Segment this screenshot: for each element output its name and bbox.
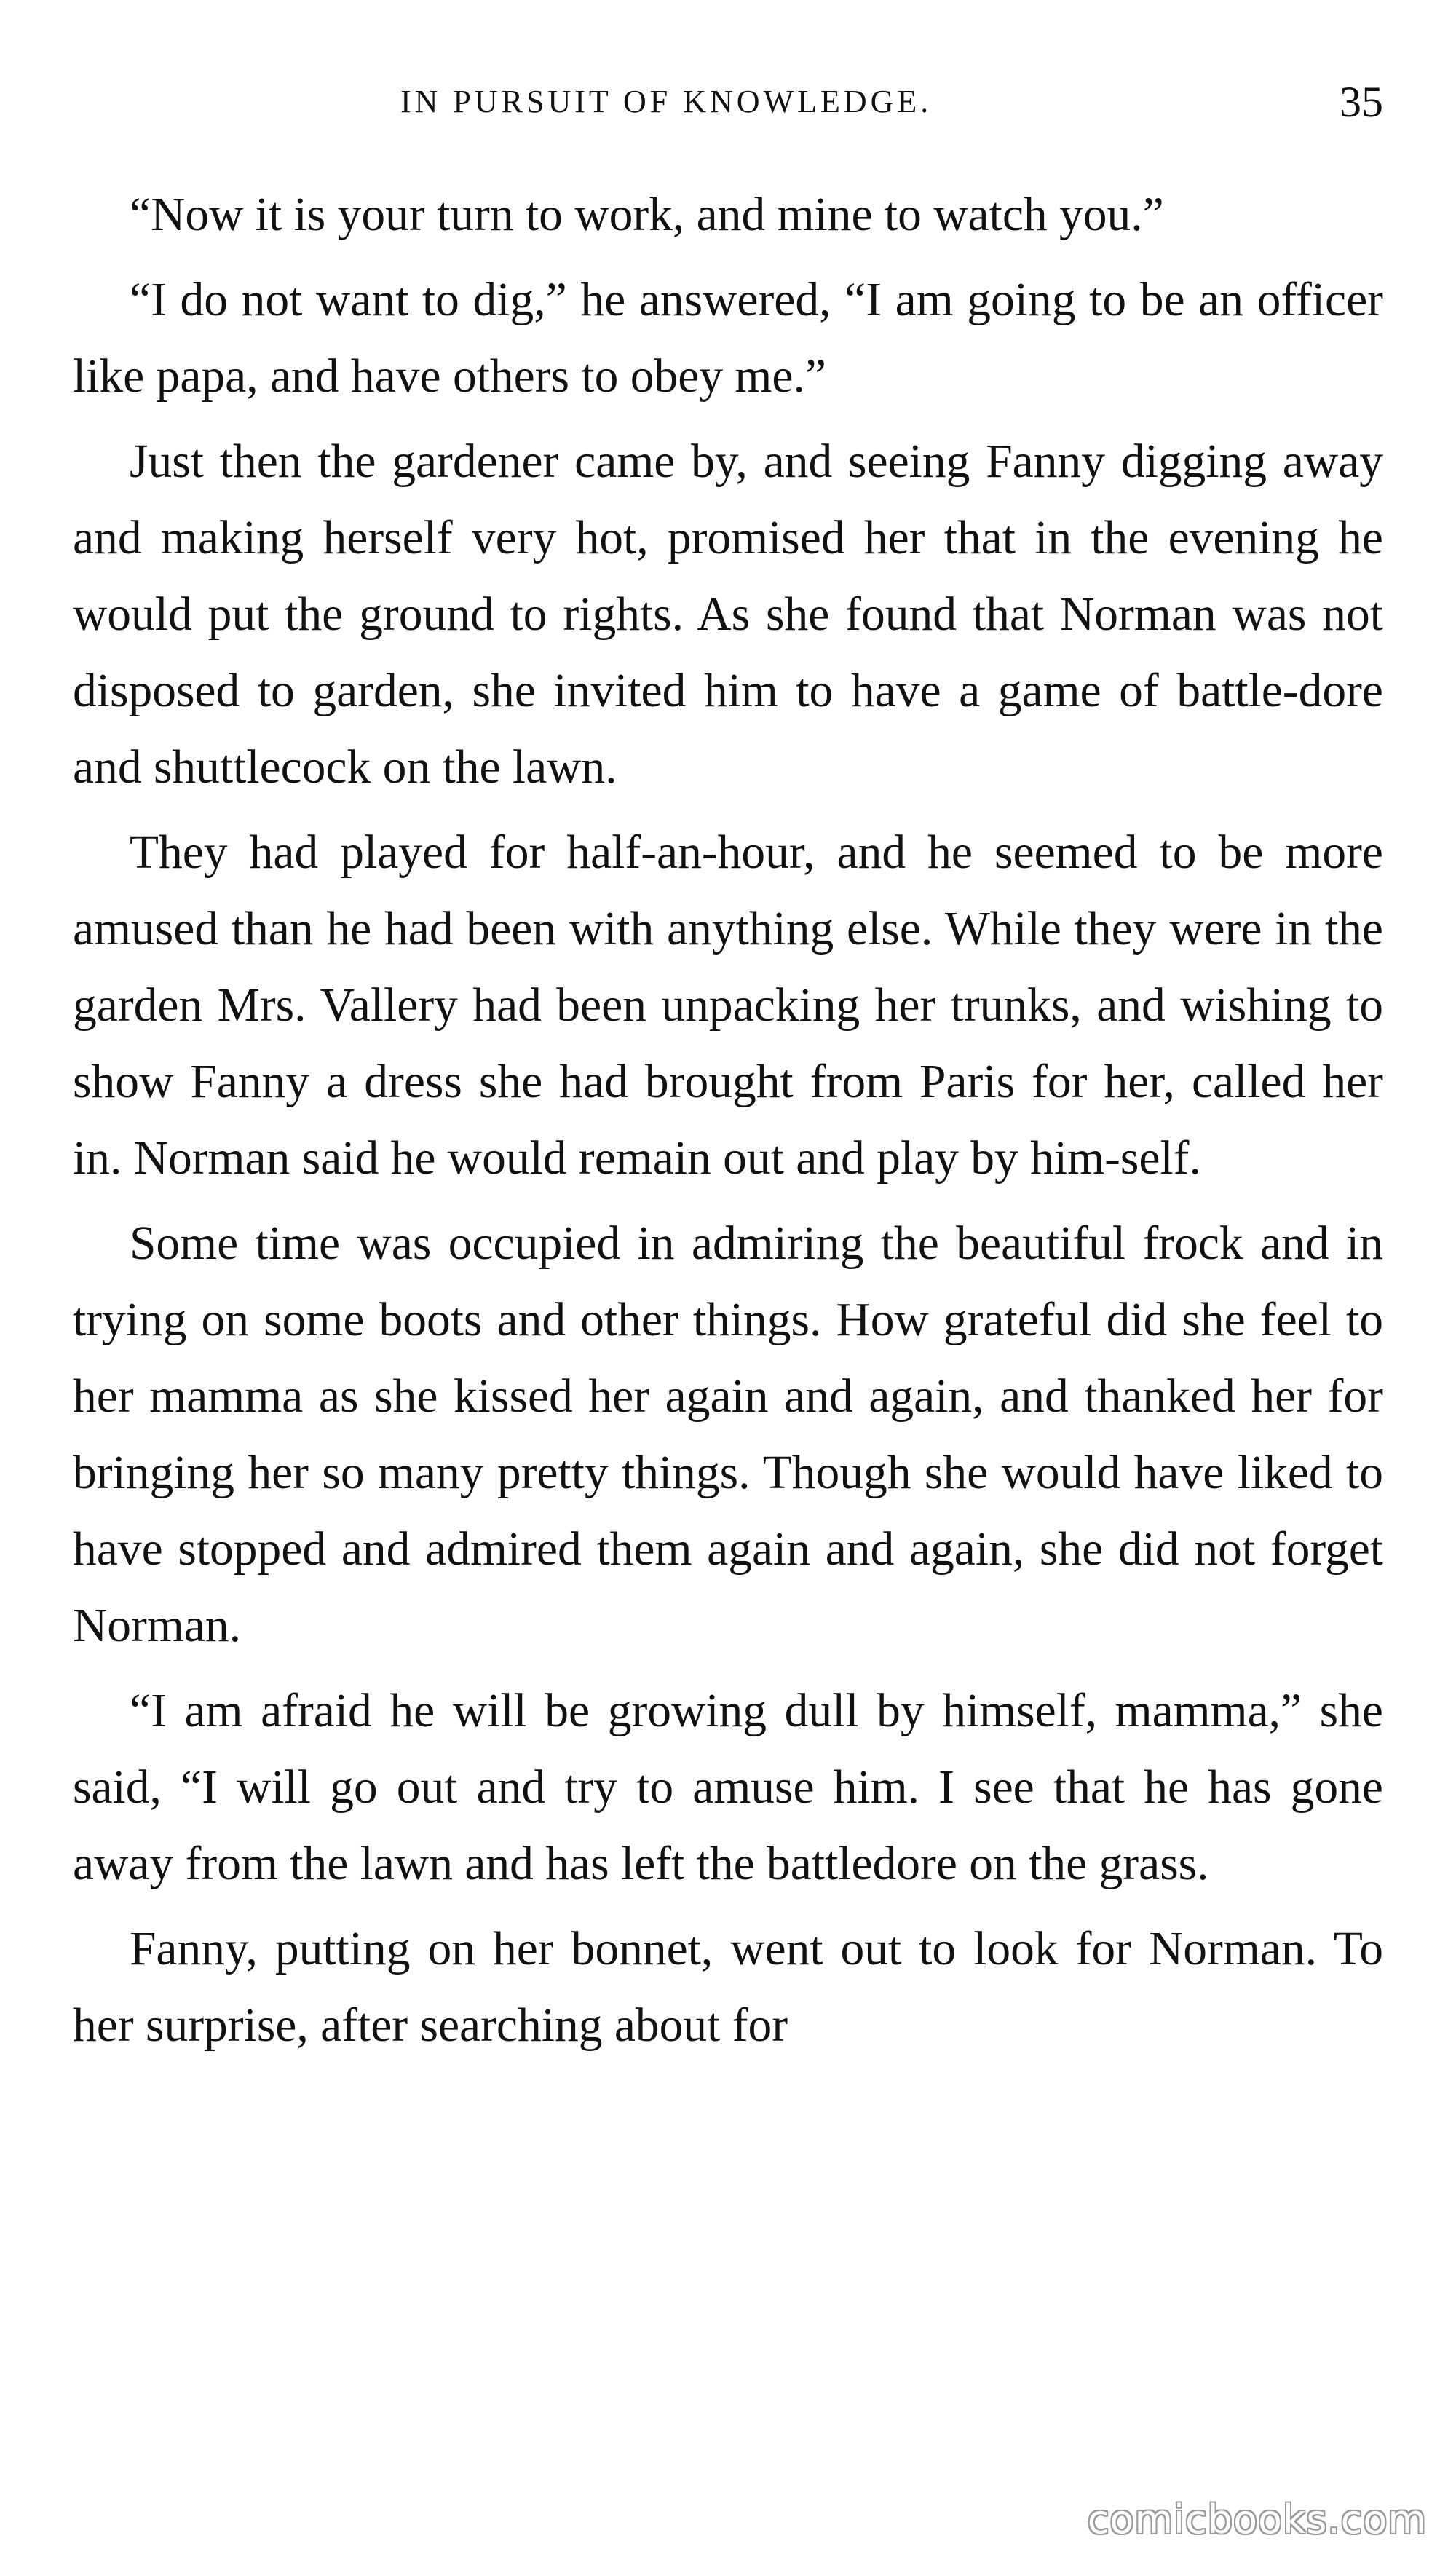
paragraph: Some time was occupied in admiring the beautiful frock and in trying on some boots and other things. How grateful did she feel to her mamma as she kissed her again and again, and thanked her for bringing her so many pretty things. Though she would have liked to have stopped and admired them again and again, she did not forget Norman. <box>73 1217 1383 1652</box>
paragraph: “I am afraid he will be growing dull by himself, mamma,” she said, “I will go out and try to amuse him. I see that he has gone away from the lawn and has left the battledore on the grass. <box>73 1685 1383 1890</box>
page-header <box>73 69 1383 135</box>
paragraph: Fanny, putting on her bonnet, went out to look for Norman. To her surprise, after searching about for <box>73 1923 1383 2052</box>
watermark: comicbooks.com <box>1087 2497 1427 2542</box>
body-text <box>73 177 1383 2073</box>
paragraph: Just then the gardener came by, and seeing Fanny digging away and making herself very hot, promised her that in the evening he would put the ground to rights. As she found that Norman was not disposed to garden, she invited him to have a game of battle-dore and shuttlecock on the lawn. <box>73 435 1383 794</box>
book-page <box>73 0 1383 2557</box>
page-number: 35 <box>1340 78 1383 126</box>
paragraph: They had played for half-an-hour, and he seemed to be more amused than he had been with anything else. While they were in the garden Mrs. Vallery had been unpacking her trunks, and wishing to show Fanny a dress she had brought from Paris for her, called her in. Norman said he would remain out and play by him-self. <box>73 826 1383 1185</box>
running-head: IN PURSUIT OF KNOWLEDGE. <box>400 84 933 119</box>
paragraph: “Now it is your turn to work, and mine to watch you.” <box>130 189 1164 241</box>
paragraph: “I do not want to dig,” he answered, “I am going to be an officer like papa, and have others to obey me.” <box>73 274 1383 403</box>
